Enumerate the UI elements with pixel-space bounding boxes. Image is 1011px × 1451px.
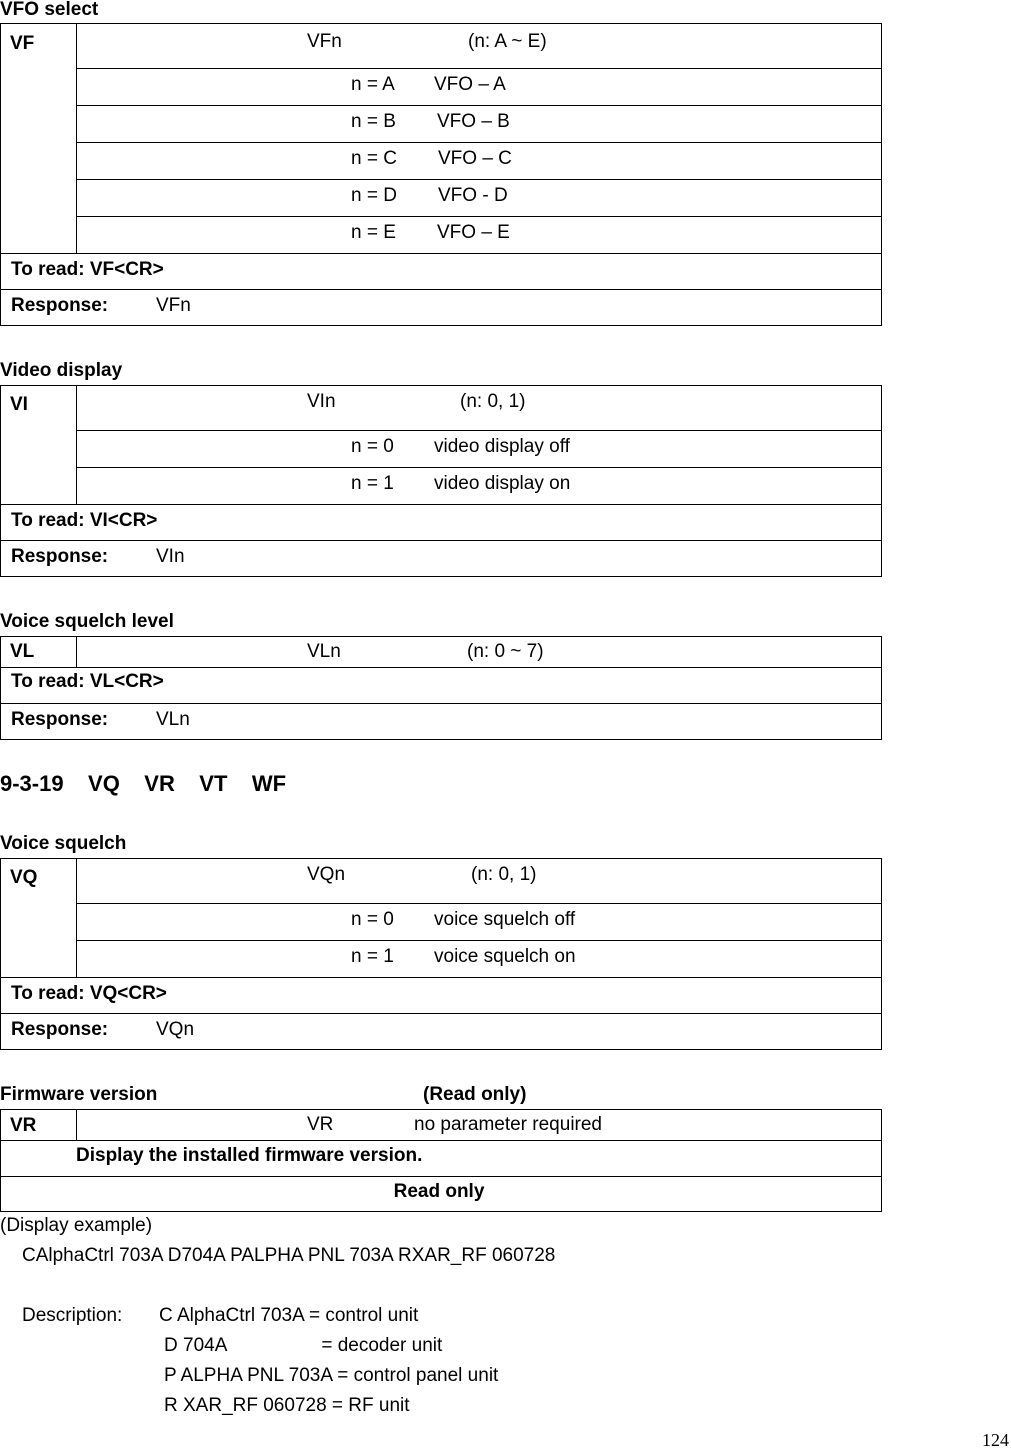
vfo-select-table — [0, 23, 882, 326]
command-code-cell — [1, 386, 77, 505]
read-command-row — [1, 254, 882, 290]
option-description: VFO – A — [434, 74, 506, 95]
command-code-cell — [1, 637, 77, 668]
option-value: n = A — [351, 74, 395, 95]
option-row — [77, 217, 882, 254]
command-format: VLn — [307, 641, 341, 662]
description-line: R XAR_RF 060728 = RF unit — [164, 1395, 410, 1416]
read-command: To read: VI<CR> — [11, 510, 158, 531]
section-title-voice-squelch-level: Voice squelch level — [0, 611, 174, 632]
command-code: VQ — [10, 867, 38, 888]
option-description: VFO - D — [438, 185, 508, 206]
option-value: n = B — [351, 111, 396, 132]
command-code: VR — [10, 1115, 37, 1136]
read-command-row — [1, 978, 882, 1014]
option-row — [77, 468, 882, 505]
option-description: voice squelch off — [434, 909, 576, 930]
option-row — [77, 180, 882, 217]
command-code: VF — [10, 33, 35, 54]
option-row — [77, 904, 882, 941]
option-description: voice squelch on — [434, 946, 576, 967]
parameter-range: (n: 0 ~ 7) — [467, 641, 544, 662]
option-description: VFO – E — [437, 222, 510, 243]
section-title-firmware-version: Firmware version — [0, 1084, 158, 1105]
parameter-range: (n: A ~ E) — [468, 31, 547, 52]
response-row — [1, 541, 882, 577]
option-value: n = C — [351, 148, 397, 169]
command-code-cell — [1, 859, 77, 978]
description-label: Description: — [22, 1305, 123, 1326]
option-value: n = 1 — [351, 946, 394, 967]
format-cell — [77, 24, 882, 69]
response-value: VIn — [156, 546, 185, 567]
read-only-note: (Read only) — [423, 1084, 527, 1105]
option-value: n = 0 — [351, 436, 394, 457]
description-line: P ALPHA PNL 703A = control panel unit — [164, 1365, 499, 1386]
option-row — [77, 941, 882, 978]
section-title-video-display: Video display — [0, 360, 123, 381]
option-row — [77, 143, 882, 180]
command-format: VFn — [307, 31, 342, 52]
parameter-range: (n: 0, 1) — [471, 864, 537, 885]
command-code: VI — [10, 394, 28, 415]
format-cell — [77, 1110, 882, 1141]
command-code: VL — [10, 641, 35, 662]
command-format: VIn — [307, 391, 336, 412]
description-line: D 704A = decoder unit — [164, 1335, 443, 1356]
voice-squelch-table — [0, 858, 882, 1050]
response-label: Response: — [11, 546, 109, 567]
display-description-row — [1, 1141, 882, 1177]
response-label: Response: — [11, 1019, 109, 1040]
page-number: 124 — [982, 1430, 1009, 1450]
option-value: n = 1 — [351, 473, 394, 494]
option-description: video display on — [434, 473, 571, 494]
display-example: CAlphaCtrl 703A D704A PALPHA PNL 703A RXAR_RF 060728 — [22, 1245, 556, 1266]
response-row — [1, 704, 882, 740]
section-title-vfo-select: VFO select — [0, 0, 99, 20]
parameter-note: no parameter required — [414, 1114, 602, 1135]
format-cell — [77, 386, 882, 431]
section-heading: 9-3-19 VQ VR VT WF — [0, 771, 287, 796]
read-command: To read: VL<CR> — [11, 671, 164, 692]
option-row — [77, 431, 882, 468]
parameter-range: (n: 0, 1) — [460, 391, 526, 412]
read-only-label: Read only — [393, 1181, 485, 1202]
option-description: VFO – B — [437, 111, 510, 132]
command-format: VQn — [307, 864, 346, 885]
option-row — [77, 106, 882, 143]
video-display-table — [0, 385, 882, 577]
response-row — [1, 1014, 882, 1050]
response-label: Response: — [11, 709, 109, 730]
command-format: VR — [307, 1114, 334, 1135]
format-cell — [77, 859, 882, 904]
read-command: To read: VQ<CR> — [11, 983, 167, 1004]
response-value: VFn — [156, 295, 191, 316]
read-command-row — [1, 668, 882, 704]
description-line: C AlphaCtrl 703A = control unit — [159, 1305, 419, 1326]
option-row — [77, 69, 882, 106]
read-command-row — [1, 505, 882, 541]
option-description: VFO – C — [438, 148, 512, 169]
option-description: video display off — [434, 436, 570, 457]
firmware-version-table — [0, 1109, 882, 1212]
read-only-row — [1, 1177, 882, 1212]
command-code-cell — [1, 24, 77, 254]
option-value: n = E — [351, 222, 396, 243]
format-cell — [77, 637, 882, 668]
display-description: Display the installed firmware version. — [76, 1145, 423, 1166]
command-code-cell — [1, 1110, 77, 1141]
option-value: n = D — [351, 185, 397, 206]
voice-squelch-level-table — [0, 636, 882, 740]
response-value: VLn — [156, 709, 190, 730]
read-command: To read: VF<CR> — [11, 259, 164, 280]
section-title-voice-squelch: Voice squelch — [0, 833, 127, 854]
response-row — [1, 290, 882, 326]
response-value: VQn — [156, 1019, 195, 1040]
option-value: n = 0 — [351, 909, 394, 930]
response-label: Response: — [11, 295, 109, 316]
display-example-label: (Display example) — [0, 1215, 153, 1236]
